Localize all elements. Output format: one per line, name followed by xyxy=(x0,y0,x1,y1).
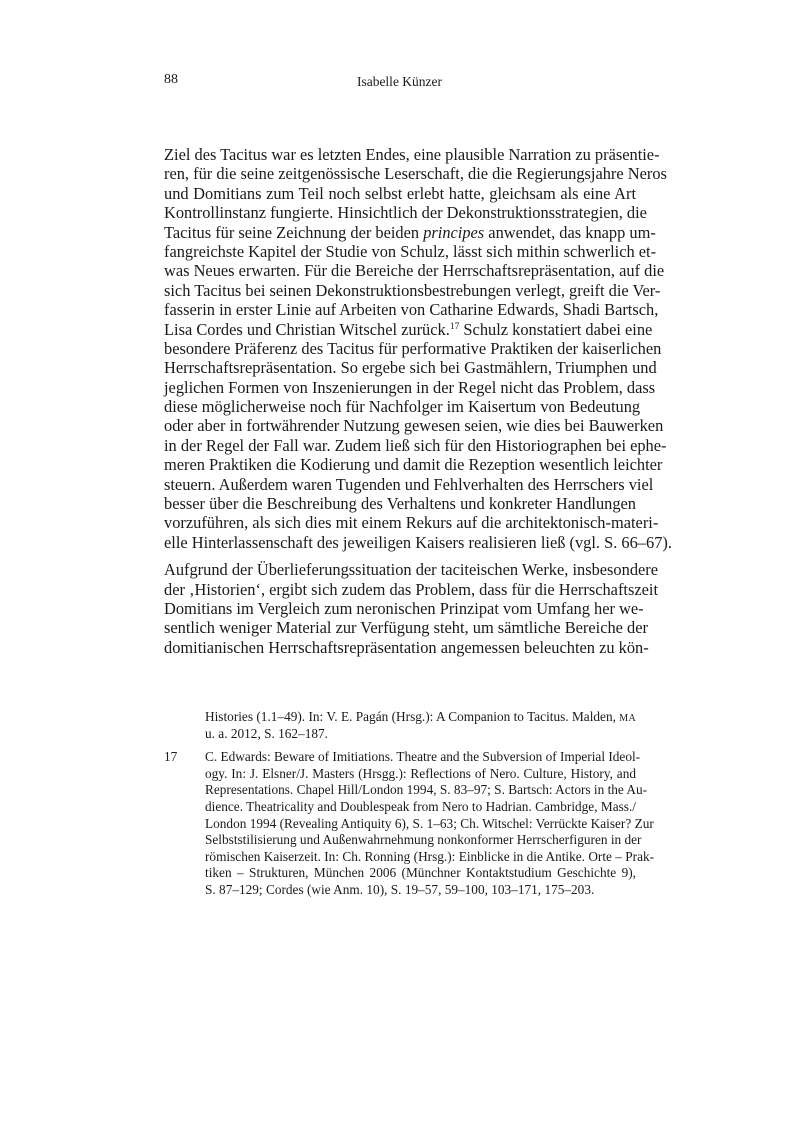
line-text: besondere Präferenz des Tacitus für performative Praktiken der kaiserlichen xyxy=(164,338,662,358)
line-text: ren, für die seine zeitgenössische Leserschaft, die die Regierungsjahre Neros xyxy=(164,164,667,184)
line-text: der ‚Historien‘, ergibt sich zudem das Problem, dass für die Herrschaftszeit xyxy=(164,579,658,599)
line-text: Ziel des Tacitus war es letzten Endes, eine plausible Narration zu präsentie- xyxy=(164,145,660,164)
footnote-line xyxy=(205,815,654,833)
footnote xyxy=(164,709,636,742)
line-text: vorzuführen, als sich dies mit einem Rekurs auf die architektonisch-materi- xyxy=(164,513,659,533)
line-text: tiken – Strukturen, München 2006 (Münchner Kontaktstudium Geschichte 9), xyxy=(205,865,636,881)
italic-term: principes xyxy=(423,222,485,242)
footnote-line xyxy=(205,766,636,783)
paragraph xyxy=(164,145,672,552)
text-line xyxy=(164,222,656,242)
text-line xyxy=(164,416,664,436)
text-line xyxy=(164,145,660,164)
page-number: 88 xyxy=(164,72,178,87)
footnote-line xyxy=(205,782,648,799)
text-line xyxy=(164,435,667,455)
line-text: Herrschaftsrepräsentation. So ergebe sich bei Gastmählern, Triumphen und xyxy=(164,358,657,378)
text-line xyxy=(164,358,657,378)
line-text: Lisa Cordes und Christian Witschel zurück. xyxy=(164,319,450,339)
text-line xyxy=(164,319,653,339)
line-text: in der Regel der Fall war. Zudem ließ sich für den Historiographen bei ephe- xyxy=(164,435,667,455)
line-text: u. a. 2012, S. 162–187. xyxy=(205,725,328,741)
line-text: Aufgrund der Überlieferungssituation der taciteischen Werke, insbesondere xyxy=(164,560,659,580)
text-line xyxy=(164,184,636,203)
line-text: fangreichste Kapitel der Studie von Schulz, lässt sich mithin schwerlich et- xyxy=(164,241,657,261)
text-line xyxy=(164,164,667,184)
footnote-number: 17 xyxy=(164,749,178,765)
text-line xyxy=(164,474,654,494)
line-text: Histories (1.1–49). In: V. E. Pagán (Hrsg.): A Companion to Tacitus. Malden, xyxy=(205,709,620,724)
line-text: elle Hinterlassenschaft des jeweiligen Kaisers realisieren ließ (vgl. S. 66–67). xyxy=(164,532,672,552)
text-line xyxy=(164,203,647,223)
footnote-line xyxy=(205,726,636,743)
line-text: und Domitians zum Teil noch selbst erlebt hatte, gleichsam als eine Art xyxy=(164,183,636,203)
line-text: Selbststilisierung und Außenwahrnehmung nonkonformer Herrscherfiguren in der xyxy=(205,832,642,848)
text-line xyxy=(164,598,644,618)
text-line xyxy=(164,377,656,397)
line-text: besser über die Beschreibung des Verhaltens und konkreter Handlungen xyxy=(164,494,636,514)
text-line xyxy=(164,455,663,475)
text-line xyxy=(164,560,659,580)
line-text: London 1994 (Revealing Antiquity 6), S. 1–63; Ch. Witschel: Verrückte Kaiser? Zur xyxy=(205,815,654,831)
line-text: sich Tacitus bei seinen Dekonstruktionsbestrebungen verlegt, greift die Ver- xyxy=(164,280,661,300)
line-text: domitianischen Herrschaftsrepräsentation angemessen beleuchten zu kön- xyxy=(164,637,649,657)
small-caps-text: MA xyxy=(619,713,636,724)
line-text: S. 87–129; Cordes (wie Anm. 10), S. 19–57, 59–100, 103–171, 175–203. xyxy=(205,881,595,897)
footnote-line xyxy=(205,799,636,816)
line-text: meren Praktiken die Kodierung und damit die Rezeption wesentlich leichter xyxy=(164,455,663,475)
text-line xyxy=(164,532,672,552)
line-text: C. Edwards: Beware of Imitiations. Theatre and the Subversion of Imperial Ideol- xyxy=(205,749,641,765)
footnote-reference[interactable]: 17 xyxy=(449,321,460,332)
line-text: Domitians im Vergleich zum neronischen Prinzipat vom Umfang her we- xyxy=(164,598,644,618)
text-line xyxy=(164,300,659,320)
line-text: ogy. In: J. Elsner/J. Masters (Hrsgg.): Reflections of Nero. Culture, History, and xyxy=(205,765,636,781)
text-line xyxy=(164,338,662,358)
line-text: Schulz konstatiert dabei eine xyxy=(459,319,653,339)
text-line xyxy=(164,280,661,300)
paragraph xyxy=(164,560,659,657)
footnote-line xyxy=(205,848,655,866)
line-text: steuern. Außerdem waren Tugenden und Fehlverhalten des Herrschers viel xyxy=(164,474,654,494)
footnote-line xyxy=(205,865,636,882)
running-head: Isabelle Künzer xyxy=(356,74,443,89)
footnote-line xyxy=(205,749,641,766)
text-line xyxy=(164,241,657,261)
text-line xyxy=(164,397,641,417)
line-text: Tacitus für seine Zeichnung der beiden xyxy=(164,222,424,242)
line-text: römischen Kaiserzeit. In: Ch. Ronning (Hrsg.): Einblicke in die Antike. Orte – Prak- xyxy=(205,848,655,864)
line-text: fasserin in erster Linie auf Arbeiten von Catharine Edwards, Shadi Bartsch, xyxy=(164,300,659,320)
line-text: anwendet, das knapp um- xyxy=(484,222,656,242)
line-text: was Neues erwarten. Für die Bereiche der Herrschaftsrepräsentation, auf die xyxy=(164,261,665,281)
text-line xyxy=(164,261,665,281)
line-text: Representations. Chapel Hill/London 1994, S. 83–97; S. Bartsch: Actors in the Au- xyxy=(205,782,648,798)
footnote-line xyxy=(205,882,636,899)
main-text xyxy=(164,145,672,657)
text-line xyxy=(164,513,659,533)
line-text: dience. Theatricality and Doublespeak from Nero to Hadrian. Cambridge, Mass./ xyxy=(205,798,636,814)
line-text: jeglichen Formen von Inszenierungen in der Regel nicht das Problem, dass xyxy=(164,377,656,397)
footnote-line xyxy=(205,832,642,849)
text-line xyxy=(164,579,658,599)
line-text: oder aber in fortwährender Nutzung gewesen seien, wie dies bei Bauwerken xyxy=(164,416,664,436)
line-text: sentlich weniger Material zur Verfügung steht, um sämtliche Bereiche der xyxy=(164,618,648,638)
line-text: Kontrollinstanz fungierte. Hinsichtlich der Dekonstruktionsstrategien, die xyxy=(164,203,647,223)
footnotes xyxy=(164,709,655,899)
line-text: diese möglicherweise noch für Nachfolger im Kaisertum von Bedeutung xyxy=(164,397,641,417)
text-line xyxy=(164,637,649,657)
footnote-line xyxy=(205,709,636,726)
footnote xyxy=(164,749,655,898)
text-line xyxy=(164,618,648,638)
text-line xyxy=(164,494,636,513)
